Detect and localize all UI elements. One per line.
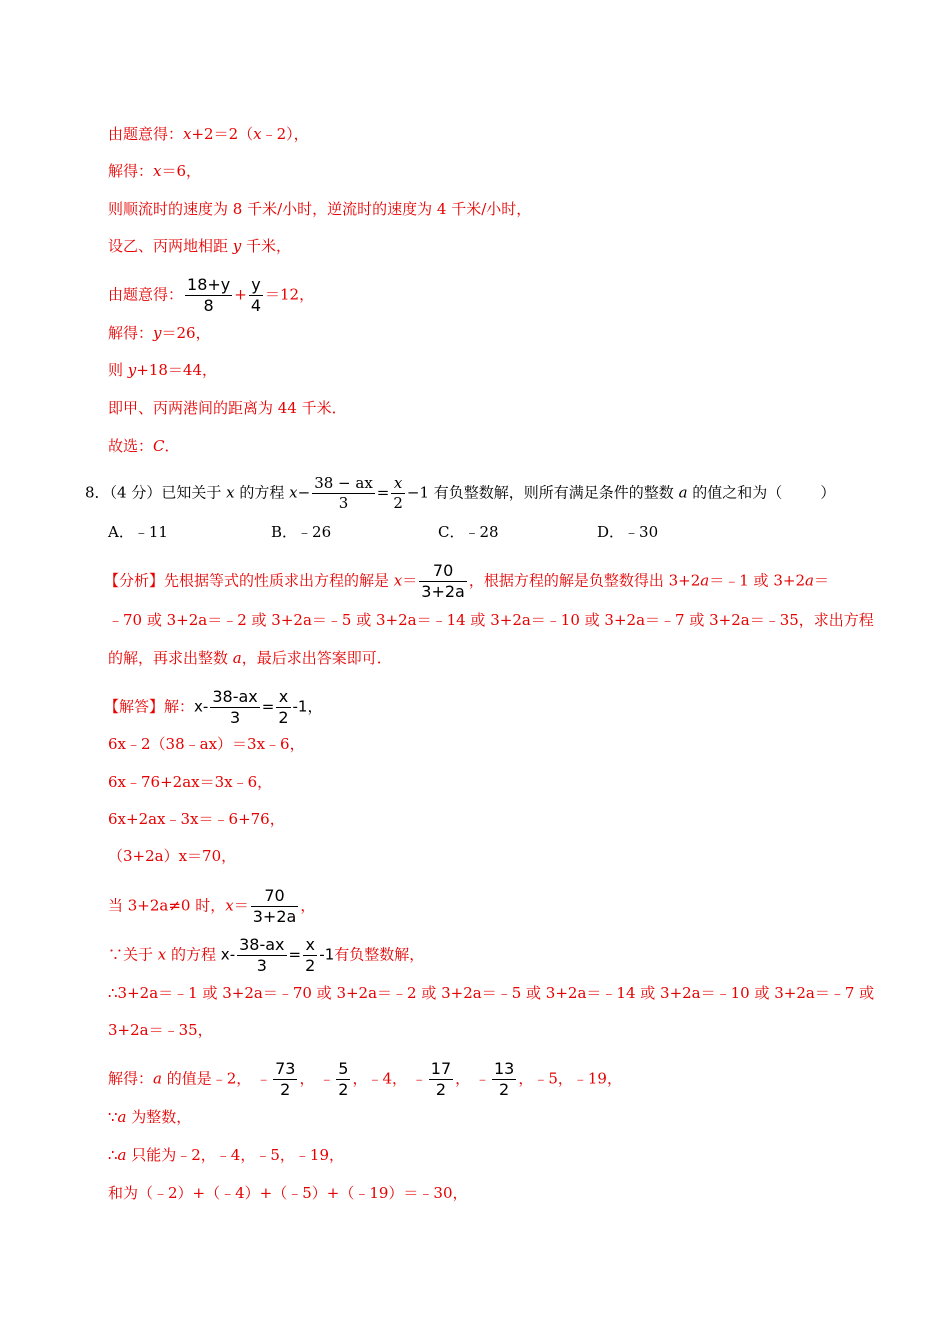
text: 的解，再求出整数 <box>108 649 233 667</box>
denominator: 2 <box>338 1080 349 1099</box>
var-a: a <box>153 1069 162 1088</box>
var-x: x <box>289 483 298 502</box>
numerator: 38-ax <box>212 687 258 706</box>
solution-line-5 <box>108 277 314 314</box>
answer-letter: C <box>153 437 165 455</box>
minus-sign: ﹣ <box>411 1069 427 1088</box>
analysis-tag: 【分析】 <box>104 571 165 590</box>
text: 的值之和为（ <box>687 483 783 502</box>
operator: - <box>202 697 209 716</box>
solution-step-12: 和为（﹣2）+（﹣4）+（﹣5）+（﹣19）＝﹣30， <box>108 1184 468 1202</box>
analysis-line-2: ﹣70 或 3+2a＝﹣2 或 3+2a＝﹣5 或 3+2a＝﹣14 或 3+2a＝﹣10 或 3+2a＝﹣7 或 3+2a＝﹣35，求出方程 <box>108 611 874 629</box>
operator: − <box>297 483 311 502</box>
text: ∴ <box>108 1146 118 1164</box>
denominator: 2 <box>278 708 289 727</box>
text: -1 <box>319 945 335 964</box>
denominator: 2 <box>393 494 403 512</box>
text: 故选： <box>108 437 154 455</box>
numerator: x <box>391 476 405 494</box>
text: ． <box>164 437 180 455</box>
analysis-line-3 <box>108 648 392 668</box>
text: ，﹣5，﹣19， <box>518 1069 622 1088</box>
text: ，﹣4， <box>352 1069 407 1088</box>
text: ， <box>300 896 316 915</box>
text: ∵ <box>108 1108 118 1126</box>
text: 当 3+2a≠0 时， <box>108 896 226 915</box>
operator: = <box>376 483 390 502</box>
minus-sign: ﹣ <box>256 1069 272 1088</box>
var-x: x <box>157 945 167 964</box>
solution-line-8: 即甲、丙两港间的距离为 44 千米． <box>108 399 347 417</box>
text: +2＝2（ <box>191 125 254 143</box>
solution-step-2: 6x﹣76+2ax＝3x﹣6， <box>108 773 273 791</box>
text: ＝26， <box>161 324 211 342</box>
text: ，根据方程的解是负整数得出 3+2 <box>468 571 701 590</box>
text: 先根据等式的性质求出方程的解是 <box>164 571 394 590</box>
var-x: x <box>226 483 235 502</box>
fraction <box>237 937 286 974</box>
var-x: x <box>225 896 234 915</box>
denominator: 3+2a <box>252 907 297 926</box>
fraction <box>276 689 290 726</box>
numerator: 70 <box>419 563 467 582</box>
operator: - <box>229 945 236 964</box>
solution-step-4: （3+2a）x＝70， <box>108 847 237 865</box>
text: ＝ <box>402 571 418 590</box>
solution-step-11 <box>108 1145 344 1165</box>
numerator: x <box>303 937 317 956</box>
text: 设乙、丙两地相距 <box>108 237 233 255</box>
var-a: a <box>232 649 242 667</box>
text: ＝ <box>813 571 829 590</box>
text: 有负整数解，则所有满足条件的整数 <box>429 483 679 502</box>
choice-b: B．﹣26 <box>271 523 332 541</box>
question-number: 8．（4 分）已知关于 <box>85 483 227 502</box>
solution-step-9 <box>108 1061 622 1098</box>
solution-line-9 <box>108 436 180 456</box>
fraction <box>251 888 299 925</box>
var-a: a <box>678 483 688 502</box>
numerator: 38 − ax <box>314 474 373 492</box>
solution-step-10 <box>108 1107 191 1127</box>
numerator: 73 <box>275 1059 296 1078</box>
denominator: 3 <box>229 708 241 727</box>
var-y: y <box>153 324 162 342</box>
text: ） <box>820 483 836 502</box>
minus-sign: ﹣ <box>319 1069 335 1088</box>
denominator: 2 <box>435 1080 447 1099</box>
fraction <box>273 1061 297 1098</box>
text: 的值是﹣2， <box>161 1069 252 1088</box>
denominator: 2 <box>280 1080 291 1099</box>
fraction <box>492 1061 516 1098</box>
numerator: x <box>276 689 290 708</box>
fraction <box>419 563 467 600</box>
var-a: a <box>117 1108 127 1126</box>
denominator: 2 <box>499 1080 510 1099</box>
var-a: a <box>117 1146 127 1164</box>
text: 解得： <box>108 1069 154 1088</box>
choice-d: D．﹣30 <box>597 523 659 541</box>
text: 千米， <box>241 237 292 255</box>
denominator: 4 <box>250 296 262 315</box>
text: +18＝44， <box>136 361 218 379</box>
text: 有负整数解， <box>334 945 425 964</box>
text: ， <box>455 1069 471 1088</box>
choice-a: A．﹣11 <box>108 523 168 541</box>
text: ，最后求出答案即可． <box>241 649 392 667</box>
fraction <box>303 937 317 974</box>
var-a: a <box>700 571 710 590</box>
fraction <box>249 277 263 314</box>
numerator: 38-ax <box>239 935 285 954</box>
operator: = <box>288 945 302 964</box>
solution-step-5 <box>108 888 315 925</box>
solution-line-7 <box>108 360 217 380</box>
fraction <box>429 1061 453 1098</box>
text: ﹣2）， <box>261 125 309 143</box>
fraction <box>210 689 259 726</box>
numerator: 13 <box>493 1059 515 1078</box>
var-x: x <box>220 945 230 964</box>
var-x: x <box>194 697 203 716</box>
numerator: y <box>249 277 263 296</box>
text: ＝6， <box>161 162 202 180</box>
solution-step-1: 6x﹣2（38﹣ax）＝3x﹣6， <box>108 735 305 753</box>
denominator: 2 <box>305 956 316 975</box>
solution-step-6 <box>108 937 424 974</box>
solution-line-2 <box>108 161 201 181</box>
denominator: 3+2a <box>421 582 465 601</box>
denominator: 3 <box>338 494 349 512</box>
var-x: x <box>183 125 192 143</box>
text: ＝ <box>233 896 249 915</box>
operator: + <box>234 285 247 304</box>
text: 由题意得： <box>108 285 184 304</box>
question-8 <box>85 476 835 511</box>
var-x: x <box>253 125 262 143</box>
fraction <box>336 1061 350 1098</box>
var-a: a <box>805 571 814 590</box>
fraction <box>391 476 405 511</box>
fraction <box>185 277 232 314</box>
text: 由题意得： <box>108 125 184 143</box>
text: 的方程 <box>166 945 221 964</box>
solution-line-3: 则顺流时的速度为 8 千米/小时，逆流时的速度为 4 千米/小时， <box>108 200 532 218</box>
numerator: 18+y <box>187 275 231 294</box>
text: 的方程 <box>234 483 290 502</box>
var-x: x <box>153 162 162 180</box>
solution-line-1 <box>108 124 309 144</box>
denominator: 3 <box>256 956 267 975</box>
text: 则 <box>108 361 128 379</box>
numerator: 70 <box>251 888 299 907</box>
text: ＝12， <box>265 285 315 304</box>
solution-intro <box>104 689 322 726</box>
text: ， <box>299 1069 315 1088</box>
text: ∵关于 <box>108 945 158 964</box>
text: -1， <box>292 697 323 716</box>
var-y: y <box>127 361 137 379</box>
numerator: 17 <box>430 1059 452 1078</box>
var-x: x <box>393 571 403 590</box>
fraction <box>312 476 375 511</box>
text: 解： <box>164 697 195 716</box>
solution-step-8: 3+2a＝﹣35， <box>108 1021 213 1039</box>
solution-step-7: ∴3+2a＝﹣1 或 3+2a＝﹣70 或 3+2a＝﹣2 或 3+2a＝﹣5 或 3+2a＝﹣14 或 3+2a＝﹣10 或 3+2a＝﹣7 或 <box>108 984 875 1002</box>
var-y: y <box>232 237 242 255</box>
text: 只能为﹣2，﹣4，﹣5，﹣19， <box>126 1146 344 1164</box>
solution-step-3: 6x+2ax﹣3x＝﹣6+76， <box>108 810 285 828</box>
minus-sign: ﹣ <box>474 1069 490 1088</box>
text: −1 <box>406 483 430 502</box>
numerator: 5 <box>338 1059 349 1078</box>
solution-tag: 【解答】 <box>104 697 165 716</box>
solution-line-6 <box>108 323 211 343</box>
text: 为整数， <box>126 1108 192 1126</box>
solution-line-4 <box>108 236 291 256</box>
operator: = <box>261 697 275 716</box>
choice-c: C．﹣28 <box>438 523 499 541</box>
text: 解得： <box>108 324 154 342</box>
denominator: 8 <box>203 296 214 315</box>
analysis-line-1 <box>104 563 829 600</box>
text: 解得： <box>108 162 154 180</box>
text: ＝﹣1 或 3+2 <box>709 571 805 590</box>
